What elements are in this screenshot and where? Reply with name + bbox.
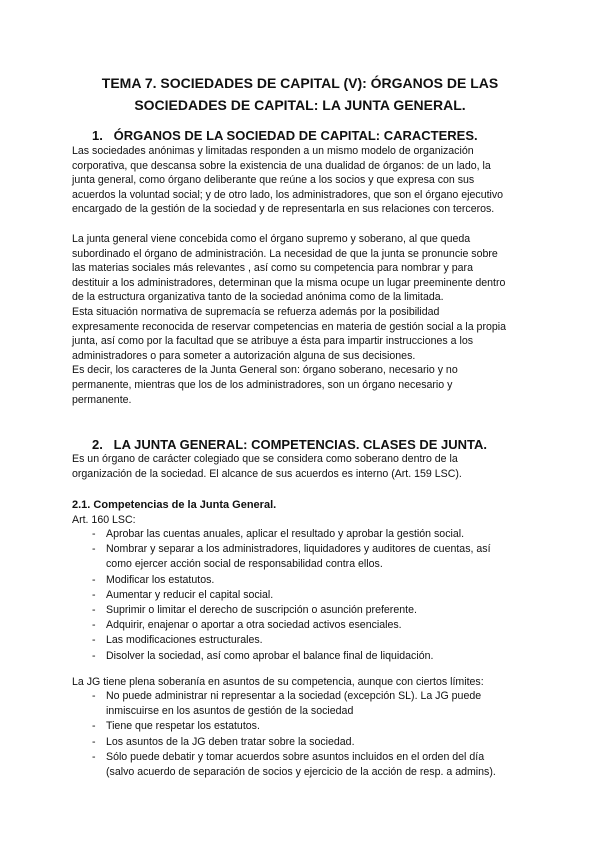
text-line: administradores o para someter a autorización alguna de sus decisiones. [72, 349, 416, 362]
list-item [72, 527, 542, 542]
list-item-text-continued: inmiscuirse en los asuntos de gestión de la sociedad [106, 705, 354, 718]
dash-bullet: - [92, 649, 96, 662]
text-line: expresamente reconocida de reservar competencias en materia de gestión social a la propia [72, 320, 506, 333]
dash-bullet: - [92, 573, 96, 586]
document-title [60, 72, 540, 116]
list-item [72, 689, 542, 719]
list-item-text-continued: (salvo acuerdo de separación de socios y ejercicio de la acción de resp. a admins). [106, 766, 496, 779]
list-item-text: Las modificaciones estructurales. [106, 634, 263, 647]
list-item-text: Modificar los estatutos. [106, 573, 215, 586]
list-item-text: Tiene que respetar los estatutos. [106, 720, 260, 733]
list-item-text: Nombrar y separar a los administradores, liquidadores y auditores de cuentas, así [106, 543, 491, 556]
list-item-text: Sólo puede debatir y tomar acuerdos sobre asuntos incluidos en el orden del día [106, 750, 485, 763]
list-item-text-continued: como ejercer acción social de responsabilidad contra ellos. [106, 558, 383, 571]
text-line: Es un órgano de carácter colegiado que se considera como soberano dentro de la [72, 453, 458, 465]
dash-bullet: - [92, 543, 96, 556]
section-1-number: 1. [92, 128, 103, 143]
text-line: permanente. [72, 393, 132, 406]
limits-list [72, 689, 542, 780]
text-line: de la estructura organizativa tanto de la sociedad anónima como de la limitada. [72, 291, 444, 304]
list-item [72, 649, 542, 664]
list-item [72, 542, 542, 572]
dash-bullet: - [92, 528, 96, 540]
dash-bullet: - [92, 735, 96, 748]
article-reference: Art. 160 LSC: [72, 514, 136, 526]
text-line: subordinado el órgano de administración. La necesidad de que la junta se pronuncie sobre [72, 247, 498, 260]
text-line: La junta general viene concebida como el órgano supremo y soberano, al que queda [72, 233, 471, 245]
list-item-text: Aumentar y reducir el capital social. [106, 588, 274, 601]
text-line: acuerdos la voluntad social; y de otro lado, los administradores, que son el órgano ejecutivo [72, 188, 504, 201]
dash-bullet: - [92, 634, 96, 647]
text-line: Las sociedades anónimas y limitadas responden a un mismo modelo de organización [72, 145, 474, 157]
list-item [72, 719, 542, 734]
list-item [72, 618, 542, 633]
dash-bullet: - [92, 604, 96, 617]
title-line-1: TEMA 7. SOCIEDADES DE CAPITAL (V): ÓRGANOS DE LAS [101, 75, 499, 91]
section-1-title: ÓRGANOS DE LA SOCIEDAD DE CAPITAL: CARACTERES. [113, 128, 478, 143]
section-2-number: 2. [92, 437, 103, 452]
section-2-title: LA JUNTA GENERAL: COMPETENCIAS. CLASES DE JUNTA. [113, 437, 488, 452]
list-item-text: No puede administrar ni representar a la sociedad (excepción SL). La JG puede [106, 690, 482, 702]
section-1-paragraph-1 [72, 144, 534, 217]
dash-bullet: - [92, 588, 96, 601]
list-item [72, 750, 542, 780]
dash-bullet: - [92, 690, 96, 702]
section-1-paragraph-2 [72, 232, 534, 407]
text-line: corporativa, que descansa sobre la existencia de una dualidad de órganos: de un lado, la [72, 159, 491, 172]
subsection-2-1-heading: 2.1. Competencias de la Junta General. [72, 499, 277, 511]
list-item [72, 573, 542, 588]
text-line: Es decir, los caracteres de la Junta General son: órgano soberano, necesario y no [72, 364, 458, 377]
list-item-text: Suprimir o limitar el derecho de suscripción o asunción preferente. [106, 604, 417, 617]
limits-intro: La JG tiene plena soberanía en asuntos de su competencia, aunque con ciertos límites: [72, 676, 484, 688]
text-line: destituir a los administradores, determinan que la misma ocupe un lugar preeminente dentro [72, 276, 506, 289]
text-line: permanente, mientras que los de los administradores, son un órgano necesario y [72, 378, 453, 391]
title-line-2: SOCIEDADES DE CAPITAL: LA JUNTA GENERAL. [134, 97, 466, 113]
list-item [72, 735, 542, 750]
list-item-text: Los asuntos de la JG deben tratar sobre la sociedad. [106, 735, 355, 748]
list-item-text: Adquirir, enajenar o aportar a otra sociedad activos esenciales. [106, 619, 402, 632]
section-1-heading [92, 128, 478, 144]
dash-bullet: - [92, 750, 96, 763]
text-line: junta general, como órgano deliberante que reúne a los socios y que expresa con sus [72, 174, 475, 187]
dash-bullet: - [92, 720, 96, 733]
text-line: Esta situación normativa de supremacía se refuerza además por la posibilidad [72, 305, 440, 318]
list-item [72, 603, 542, 618]
text-line: organización de la sociedad. El alcance de sus acuerdos es interno (Art. 159 LSC). [72, 467, 462, 480]
list-item [72, 633, 542, 648]
competencies-list [72, 527, 542, 664]
list-item-text: Disolver la sociedad, así como aprobar el balance final de liquidación. [106, 649, 434, 662]
section-2-heading [92, 437, 487, 453]
dash-bullet: - [92, 619, 96, 632]
text-line: encargado de la gestión de la sociedad y de representarla en sus relaciones con terceros. [72, 203, 495, 216]
list-item-text: Aprobar las cuentas anuales, aplicar el resultado y aprobar la gestión social. [106, 528, 465, 540]
list-item [72, 588, 542, 603]
text-line: junta, así como por la facultad que se atribuye a ésta para impartir instrucciones a los [72, 335, 474, 348]
text-line: las materias sociales más relevantes , así como su competencia para nombrar y para [72, 262, 473, 275]
section-2-paragraph-1 [72, 452, 534, 481]
